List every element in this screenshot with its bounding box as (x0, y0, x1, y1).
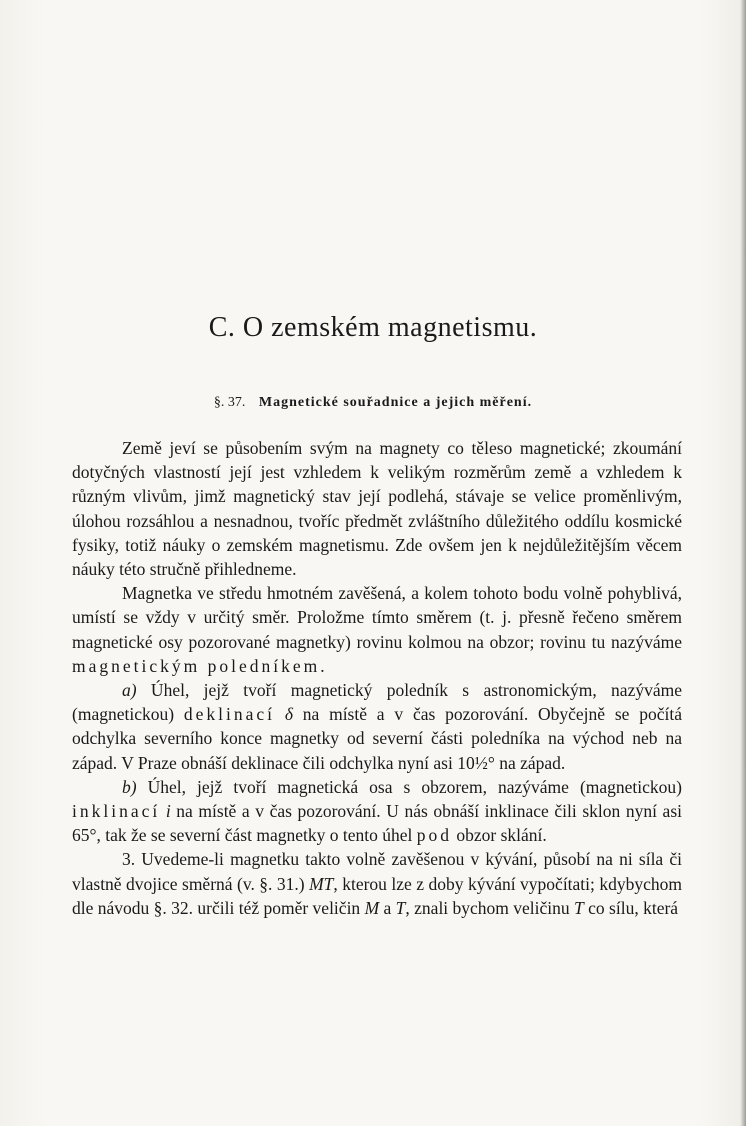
term-deklinace: deklinací (183, 704, 275, 725)
term-inklinace: inklinací (72, 801, 161, 822)
text-segment: Úhel, jejž tvoří magnetický poledník s astronomickým, nazýváme (magnetickou) (72, 680, 682, 725)
symbol-T: T (574, 897, 584, 918)
text-segment: Magnetka ve středu hmotném zavěšená, a kolem tohoto bodu volně pohyblivá, umístí se vždy v určitý směr. Proložme tímto směrem (t. j. přesně řečeno směrem magnetické osy pozorované magnetky) rovinu kolmou na obzor; rovinu tu nazýváme (72, 583, 682, 652)
text-segment: Země jeví se působením svým na magnety co těleso magnetické; zkoumání dotyčných vlastností její jest vzhledem k velikým rozměrům země a vzhledem k různým vlivům, jimž magnetický stav její podlehá, stávaje se velice proměnlivým, úlohou rozsáhlou a nesnadnou, tvoříc předmět zvláštního důležitého oddílu kosmické fysiky, totiž náuky o zemském magnetismu. Zde ovšem jen k nejdůležitějším věcem náuky této stručně přihledneme. (72, 438, 682, 580)
paragraph-5 (72, 847, 682, 920)
symbol-i: i (165, 801, 171, 822)
section-title: Magnetické souřadnice a jejich měření. (258, 395, 533, 410)
text-segment: , kterou lze z doby kývání vypočítati; kdybychom dle návodu §. 32. určili též poměr veličin (72, 873, 682, 918)
text-segment: co sílu, která (583, 897, 679, 918)
term-pod: pod (416, 825, 452, 846)
page-edge-shadow (740, 0, 746, 1126)
text-segment: obzor sklání. (452, 825, 547, 846)
chapter-title: C. O zemském magnetismu. (208, 312, 538, 343)
paragraph-3 (72, 678, 682, 775)
symbol-MT: MT (309, 873, 334, 894)
paragraph-2 (72, 581, 682, 678)
symbol-delta: δ (284, 704, 293, 725)
text-segment: na místě a v čas pozorování. Obyčejně se počítá odchylka severního konce magnetky od severní části poledníka na východ neb na západ. V Praze obnáší deklinace čili odchylka nyní asi 10½° na západ. (72, 704, 683, 773)
item-marker-a: a) (122, 680, 137, 701)
text-segment: na místě a v čas pozorování. U nás obnáší inklinace čili sklon nyní asi 65°, tak že se severní část magnetky o tento úhel (72, 801, 683, 846)
paragraph-4 (72, 775, 682, 848)
item-marker-b: b) (122, 776, 137, 797)
text-segment: a (379, 897, 396, 918)
text-segment: Úhel, jejž tvoří magnetická osa s obzorem, nazýváme (magnetickou) (136, 776, 682, 797)
text-segment: , znali bychom veličinu (405, 897, 575, 918)
paragraph-1 (72, 436, 682, 581)
section-number: §. 37. (213, 395, 246, 410)
term-magneticky-polednik: magnetickým poledníkem (72, 655, 321, 676)
symbol-T: T (395, 897, 406, 918)
body-text (72, 436, 682, 920)
section-heading (0, 392, 746, 414)
text-segment (275, 704, 285, 724)
text-segment: . (320, 655, 325, 676)
symbol-M: M (364, 897, 380, 918)
text-segment: 3. Uvedeme-li magnetku takto volně zavěšenou v kývání, působí na ni síla či vlastně dvojice směrná (v. §. 31.) (72, 849, 682, 894)
